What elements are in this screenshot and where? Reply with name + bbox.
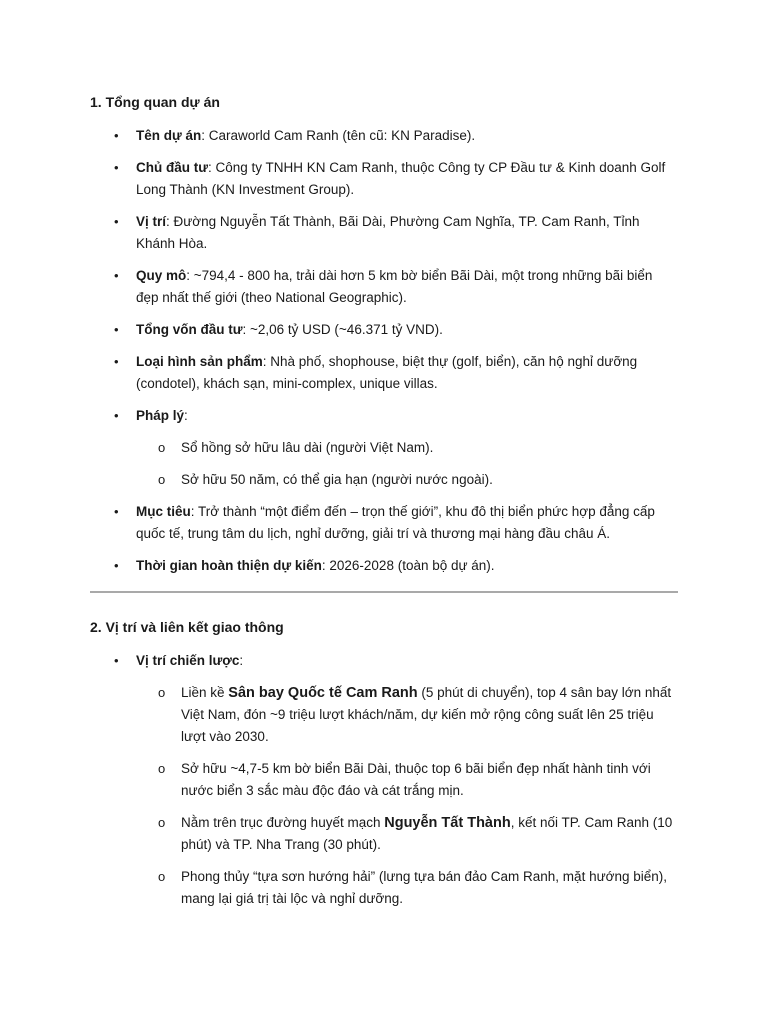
sublist-item-text: Liền kề bbox=[181, 685, 229, 700]
item-text: : Nhà phố, shophouse, biệt thự (golf, biển), căn hộ nghỉ dưỡng (condotel), khách sạn, mini-complex, unique villas. bbox=[136, 354, 638, 391]
sub-bullet-icon: o bbox=[158, 440, 166, 455]
sublist-item bbox=[158, 437, 678, 459]
sublist-item-text: , kết nối TP. Cam Ranh (10 phút) và TP. Nha Trang (30 phút). bbox=[181, 815, 673, 852]
bullet-icon: • bbox=[114, 214, 119, 229]
bullet-icon: • bbox=[114, 354, 119, 369]
item-label: Mục tiêu bbox=[136, 504, 191, 519]
bullet-icon: • bbox=[114, 408, 119, 423]
sublist-item bbox=[158, 812, 678, 856]
bullet-icon: • bbox=[114, 322, 119, 337]
item-label: Tên dự án bbox=[136, 128, 202, 143]
item-text: : bbox=[239, 653, 244, 668]
sublist-item bbox=[158, 682, 678, 748]
bullet-icon: • bbox=[114, 128, 119, 143]
section-2-list bbox=[90, 650, 678, 910]
list-item-project-name bbox=[114, 125, 678, 147]
sublist-item-text: Sở hữu ~4,7-5 km bờ biển Bãi Dài, thuộc top 6 bãi biển đẹp nhất hành tinh với nước biển 3 sắc màu độc đáo và cát trắng mịn. bbox=[181, 761, 651, 798]
bullet-icon: • bbox=[114, 558, 119, 573]
list-item-location bbox=[114, 211, 678, 255]
list-item-product-types bbox=[114, 351, 678, 395]
item-text: : bbox=[184, 408, 188, 423]
item-text: : ~2,06 tỷ USD (~46.371 tỷ VND). bbox=[242, 322, 443, 337]
bullet-icon: • bbox=[114, 653, 119, 668]
location-sublist bbox=[136, 682, 678, 910]
bullet-icon: • bbox=[114, 268, 119, 283]
sub-bullet-icon: o bbox=[158, 472, 166, 487]
sub-bullet-icon: o bbox=[158, 815, 166, 830]
sublist-item-text: Sở hữu 50 năm, có thể gia hạn (người nước ngoài). bbox=[181, 472, 493, 487]
item-label: Vị trí bbox=[136, 214, 167, 229]
item-label: Vị trí chiến lược bbox=[136, 653, 240, 668]
bullet-icon: • bbox=[114, 160, 119, 175]
item-text: : Công ty TNHH KN Cam Ranh, thuộc Công ty CP Đầu tư & Kinh doanh Golf Long Thành (KN Investment Group). bbox=[136, 160, 666, 197]
list-item-completion bbox=[114, 555, 678, 577]
sublist-item-emphasis: Nguyễn Tất Thành bbox=[384, 815, 511, 831]
sublist-item-text: Nằm trên trục đường huyết mạch bbox=[181, 815, 385, 830]
section-1-list bbox=[90, 125, 678, 577]
bullet-icon: • bbox=[114, 504, 119, 519]
item-label: Loại hình sản phẩm bbox=[136, 354, 263, 369]
item-text: : 2026-2028 (toàn bộ dự án). bbox=[321, 558, 495, 573]
sub-bullet-icon: o bbox=[158, 761, 166, 776]
list-item-legal bbox=[114, 405, 678, 491]
item-label: Quy mô bbox=[136, 268, 187, 283]
sublist-item bbox=[158, 758, 678, 802]
list-item-investment bbox=[114, 319, 678, 341]
sublist-item-text: (5 phút di chuyển), top 4 sân bay lớn nhất Việt Nam, đón ~9 triệu lượt khách/năm, dự kiến mở rộng công suất lên 25 triệu lượt vào 2030. bbox=[181, 685, 672, 744]
item-text: : ~794,4 - 800 ha, trải dài hơn 5 km bờ biển Bãi Dài, một trong những bãi biển đẹp nhất thế giới (theo National Geographic). bbox=[136, 268, 653, 305]
sub-bullet-icon: o bbox=[158, 685, 166, 700]
sublist-item-text: Sổ hồng sở hữu lâu dài (người Việt Nam). bbox=[181, 440, 434, 455]
item-label: Pháp lý bbox=[136, 408, 185, 423]
item-text: : Caraworld Cam Ranh (tên cũ: KN Paradise). bbox=[201, 128, 476, 143]
legal-sublist bbox=[136, 437, 678, 491]
sublist-item-emphasis: Sân bay Quốc tế Cam Ranh bbox=[228, 685, 418, 701]
sub-bullet-icon: o bbox=[158, 869, 166, 884]
sublist-item bbox=[158, 866, 678, 910]
item-text: : Trở thành “một điểm đến – trọn thế giới”, khu đô thị biển phức hợp đẳng cấp quốc tế, trung tâm du lịch, nghỉ dưỡng, giải trí và thương mại hàng đầu châu Á. bbox=[136, 504, 655, 541]
item-text: : Đường Nguyễn Tất Thành, Bãi Dài, Phường Cam Nghĩa, TP. Cam Ranh, Tỉnh Khánh Hòa. bbox=[136, 214, 640, 251]
item-label: Tổng vốn đầu tư bbox=[136, 322, 243, 337]
item-label: Chủ đầu tư bbox=[136, 160, 209, 175]
list-item-strategic-location bbox=[114, 650, 678, 910]
list-item-goal bbox=[114, 501, 678, 545]
item-label: Thời gian hoàn thiện dự kiến bbox=[136, 558, 322, 573]
sublist-item-text: Phong thủy “tựa sơn hướng hải” (lưng tựa bán đảo Cam Ranh, mặt hướng biển), mang lại giá trị tài lộc và nghỉ dưỡng. bbox=[181, 869, 667, 906]
sublist-item bbox=[158, 469, 678, 491]
section-2-heading: 2. Vị trí và liên kết giao thông bbox=[90, 619, 284, 635]
list-item-scale bbox=[114, 265, 678, 309]
list-item-investor bbox=[114, 157, 678, 201]
horizontal-divider bbox=[90, 591, 678, 593]
section-1-heading: 1. Tổng quan dự án bbox=[90, 94, 220, 110]
